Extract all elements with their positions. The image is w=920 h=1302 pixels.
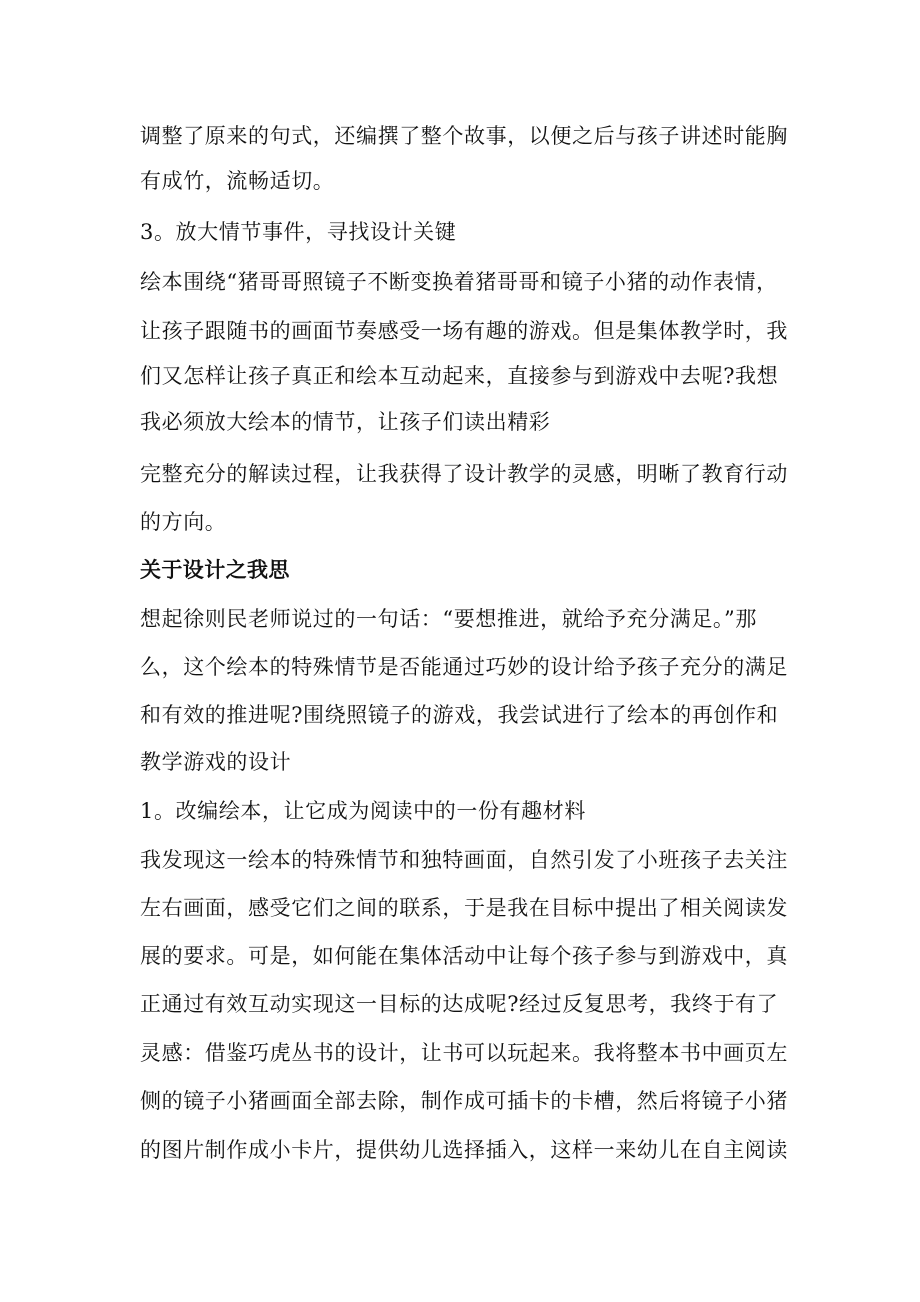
subheading-line: 1。改编绘本，让它成为阅读中的一份有趣材料 bbox=[140, 799, 586, 823]
text-line: 完整充分的解读过程，让我获得了设计教学的灵感，明晰了教育行动 bbox=[140, 462, 788, 486]
subheading-line: 3。放大情节事件，寻找设计关键 bbox=[140, 220, 457, 244]
text-line: 展的要求。可是，如何能在集体活动中让每个孩子参与到游戏中，真 bbox=[140, 944, 788, 968]
text-line: 我必须放大绘本的情节，让孩子们读出精彩 bbox=[140, 410, 551, 434]
text-line: 让孩子跟随书的画面节奏感受一场有趣的游戏。但是集体教学时，我 bbox=[140, 319, 788, 343]
text-line: 想起徐则民老师说过的一句话：“要想推进，就给予充分满足。”那 bbox=[140, 607, 757, 631]
text-line: 灵感：借鉴巧虎丛书的设计，让书可以玩起来。我将整本书中画页左 bbox=[140, 1041, 788, 1065]
text-line: 左右画面，感受它们之间的联系，于是我在目标中提出了相关阅读发 bbox=[140, 896, 788, 920]
text-line: 和有效的推进呢?围绕照镜子的游戏，我尝试进行了绘本的再创作和 bbox=[140, 703, 779, 727]
text-line: 调整了原来的句式，还编撰了整个故事，以便之后与孩子讲述时能胸 bbox=[140, 124, 788, 148]
text-line: 的方向。 bbox=[140, 510, 227, 534]
text-line: 们又怎样让孩子真正和绘本互动起来，直接参与到游戏中去呢?我想 bbox=[140, 364, 779, 388]
text-line: 教学游戏的设计 bbox=[140, 750, 292, 774]
text-line: 么，这个绘本的特殊情节是否能通过巧妙的设计给予孩子充分的满足 bbox=[140, 655, 788, 679]
text-line: 有成竹，流畅适切。 bbox=[140, 169, 335, 193]
section-heading: 关于设计之我思 bbox=[140, 558, 290, 582]
text-line: 正通过有效互动实现这一目标的达成呢?经过反复思考，我终于有了 bbox=[140, 992, 779, 1016]
text-line: 侧的镜子小猪画面全部去除，制作成可插卡的卡槽，然后将镜子小猪 bbox=[140, 1089, 788, 1113]
text-line: 的图片制作成小卡片，提供幼儿选择插入，这样一来幼儿在自主阅读 bbox=[140, 1138, 788, 1162]
text-line: 我发现这一绘本的特殊情节和独特画面，自然引发了小班孩子去关注 bbox=[140, 848, 788, 872]
text-line: 绘本围绕“猪哥哥照镜子不断变换着猪哥哥和镜子小猪的动作表情， bbox=[140, 270, 778, 294]
